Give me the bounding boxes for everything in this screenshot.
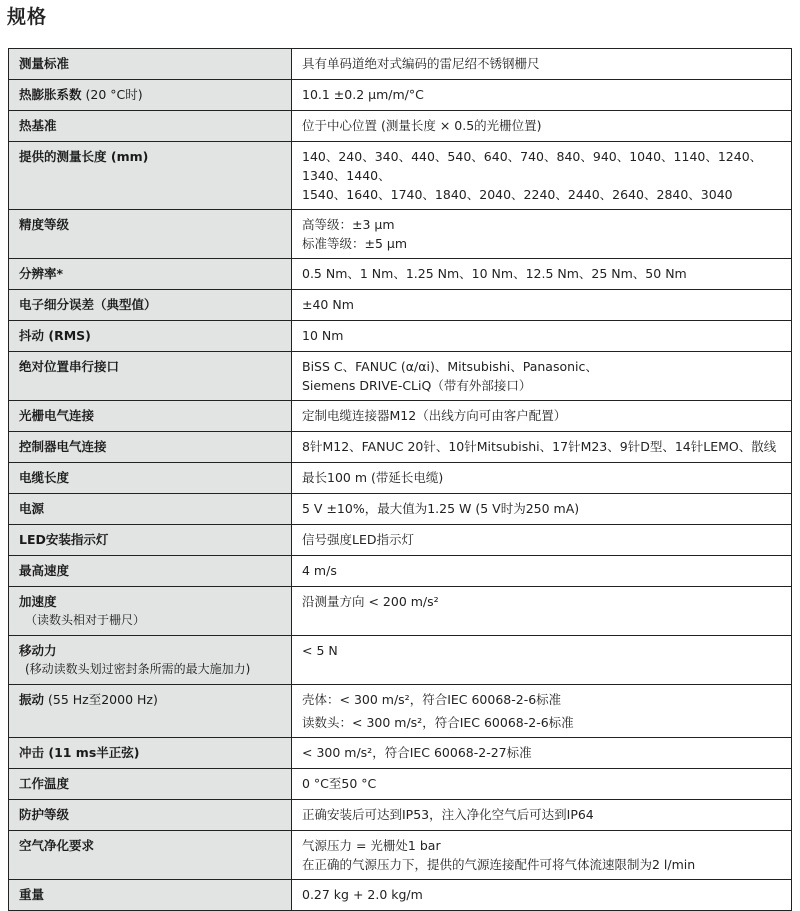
spec-value-cell (292, 556, 792, 587)
spec-value: 140、240、340、440、540、640、740、840、940、1040、1140、1240、1340、1440、 (302, 149, 763, 183)
spec-label-cell (9, 685, 292, 738)
spec-row (9, 290, 792, 321)
spec-value-cell (292, 880, 792, 911)
spec-label: 热膨胀系数 (19, 87, 82, 102)
spec-value: 信号强度LED指示灯 (302, 532, 414, 547)
spec-value: 4 m/s (302, 563, 337, 578)
spec-label-cell (9, 831, 292, 880)
spec-value: BiSS C、FANUC (α/αi)、Mitsubishi、Panasonic、 (302, 359, 598, 374)
spec-value-cell (292, 587, 792, 636)
spec-row (9, 525, 792, 556)
spec-label: 控制器电气连接 (19, 439, 107, 454)
spec-value: 8针M12、FANUC 20针、10针Mitsubishi、17针M23、9针D型、14针LEMO、散线 (302, 439, 777, 454)
spec-value-cell (292, 290, 792, 321)
spec-label-cell (9, 636, 292, 685)
spec-label-cell (9, 321, 292, 352)
spec-label-cell (9, 769, 292, 800)
spec-label: 测量标准 (19, 56, 70, 71)
spec-table-body (9, 49, 792, 911)
spec-value: 壳体：< 300 m/s²，符合IEC 60068-2-6标准 (302, 692, 562, 707)
spec-label: 电源 (19, 501, 45, 516)
spec-label: 精度等级 (19, 217, 70, 232)
spec-label-cell (9, 432, 292, 463)
spec-value: 沿测量方向 < 200 m/s² (302, 594, 439, 609)
spec-label: 光栅电气连接 (19, 408, 95, 423)
spec-row (9, 210, 792, 259)
spec-value-cell (292, 463, 792, 494)
spec-label-cell (9, 142, 292, 210)
spec-value: 读数头：< 300 m/s²，符合IEC 60068-2-6标准 (302, 715, 574, 730)
spec-row (9, 352, 792, 401)
spec-label-note: (移动读数头划过密封条所需的最大施加力) (25, 662, 251, 676)
spec-value-cell (292, 685, 792, 738)
spec-label: 分辨率* (19, 266, 64, 281)
spec-label: 抖动 (RMS) (19, 328, 91, 343)
spec-value: 定制电缆连接器M12（出线方向可由客户配置） (302, 408, 567, 423)
spec-row (9, 685, 792, 738)
spec-label-cell (9, 80, 292, 111)
spec-label: 电缆长度 (19, 470, 70, 485)
spec-value-cell (292, 352, 792, 401)
spec-row (9, 432, 792, 463)
spec-row (9, 738, 792, 769)
spec-value-cell (292, 142, 792, 210)
spec-value: 10.1 ±0.2 µm/m/°C (302, 87, 424, 102)
spec-label: 防护等级 (19, 807, 70, 822)
spec-value-cell (292, 321, 792, 352)
spec-label-cell (9, 352, 292, 401)
spec-label: 绝对位置串行接口 (19, 359, 120, 374)
spec-value: 具有单码道绝对式编码的雷尼绍不锈钢栅尺 (302, 56, 540, 71)
spec-label: 移动力 (19, 643, 57, 658)
spec-label-cell (9, 290, 292, 321)
spec-value: 正确安装后可达到IP53，注入净化空气后可达到IP64 (302, 807, 594, 822)
spec-row (9, 49, 792, 80)
spec-value-cell (292, 494, 792, 525)
spec-value-cell (292, 738, 792, 769)
spec-value: 气源压力 = 光栅处1 bar (302, 838, 441, 853)
spec-label-cell (9, 525, 292, 556)
spec-label: 提供的测量长度 (mm) (19, 149, 149, 164)
spec-row (9, 880, 792, 911)
spec-value: < 300 m/s²，符合IEC 60068-2-27标准 (302, 745, 532, 760)
spec-label-cell (9, 111, 292, 142)
spec-value: 0 °C至50 °C (302, 776, 377, 791)
spec-row (9, 556, 792, 587)
spec-value-cell (292, 831, 792, 880)
spec-row (9, 111, 792, 142)
spec-label-suffix: (20 °C时) (81, 87, 143, 102)
spec-row (9, 636, 792, 685)
spec-label-cell (9, 210, 292, 259)
spec-label: 最高速度 (19, 563, 70, 578)
spec-value-cell (292, 769, 792, 800)
spec-value: < 5 N (302, 643, 338, 658)
spec-row (9, 831, 792, 880)
spec-value-cell (292, 111, 792, 142)
page-title: 规格 (7, 6, 48, 28)
spec-table (8, 48, 792, 911)
spec-value: 位于中心位置 (测量长度 × 0.5的光栅位置) (302, 118, 542, 133)
spec-value-cell (292, 401, 792, 432)
spec-value: 5 V ±10%，最大值为1.25 W (5 V时为250 mA) (302, 501, 580, 516)
spec-label-cell (9, 800, 292, 831)
spec-value-cell (292, 80, 792, 111)
spec-value-cell (292, 525, 792, 556)
spec-value-cell (292, 210, 792, 259)
spec-label-cell (9, 463, 292, 494)
spec-row (9, 769, 792, 800)
spec-value-cell (292, 259, 792, 290)
spec-label-cell (9, 556, 292, 587)
spec-value: ±40 Nm (302, 297, 354, 312)
spec-label: 工作温度 (19, 776, 70, 791)
spec-label: 热基准 (19, 118, 57, 133)
spec-value-cell (292, 49, 792, 80)
spec-label-note: （读数头相对于栅尺） (25, 613, 146, 627)
spec-label-cell (9, 880, 292, 911)
spec-value: 1540、1640、1740、1840、2040、2240、2440、2640、2840、3040 (302, 187, 733, 202)
spec-value: 10 Nm (302, 328, 344, 343)
spec-row (9, 587, 792, 636)
spec-value-cell (292, 432, 792, 463)
spec-value-cell (292, 636, 792, 685)
spec-label: LED安装指示灯 (19, 532, 109, 547)
spec-label-cell (9, 738, 292, 769)
spec-row (9, 463, 792, 494)
spec-label-cell (9, 259, 292, 290)
spec-row (9, 142, 792, 210)
spec-label: 冲击 (11 ms半正弦) (19, 745, 140, 760)
spec-value: 0.5 Nm、1 Nm、1.25 Nm、10 Nm、12.5 Nm、25 Nm、50 Nm (302, 266, 687, 281)
spec-row (9, 800, 792, 831)
spec-label-suffix: (55 Hz至2000 Hz) (44, 692, 158, 707)
spec-row (9, 494, 792, 525)
spec-value: 高等级：±3 µm (302, 217, 395, 232)
spec-row (9, 321, 792, 352)
spec-value-cell (292, 800, 792, 831)
spec-label: 振动 (19, 692, 45, 707)
spec-value: 0.27 kg + 2.0 kg/m (302, 887, 423, 902)
spec-row (9, 259, 792, 290)
spec-label: 空气净化要求 (19, 838, 95, 853)
spec-label: 重量 (19, 887, 45, 902)
spec-label-cell (9, 587, 292, 636)
spec-value: Siemens DRIVE-CLiQ（带有外部接口） (302, 378, 532, 393)
spec-row (9, 80, 792, 111)
spec-label-cell (9, 401, 292, 432)
spec-label: 电子细分误差（典型值） (19, 297, 157, 312)
spec-label: 加速度 (19, 594, 57, 609)
spec-value: 标准等级：±5 µm (302, 236, 408, 251)
spec-row (9, 401, 792, 432)
spec-value: 最长100 m (带延长电缆) (302, 470, 444, 485)
spec-label-cell (9, 494, 292, 525)
spec-value: 在正确的气源压力下，提供的气源连接配件可将气体流速限制为2 l/min (302, 857, 696, 872)
spec-label-cell (9, 49, 292, 80)
